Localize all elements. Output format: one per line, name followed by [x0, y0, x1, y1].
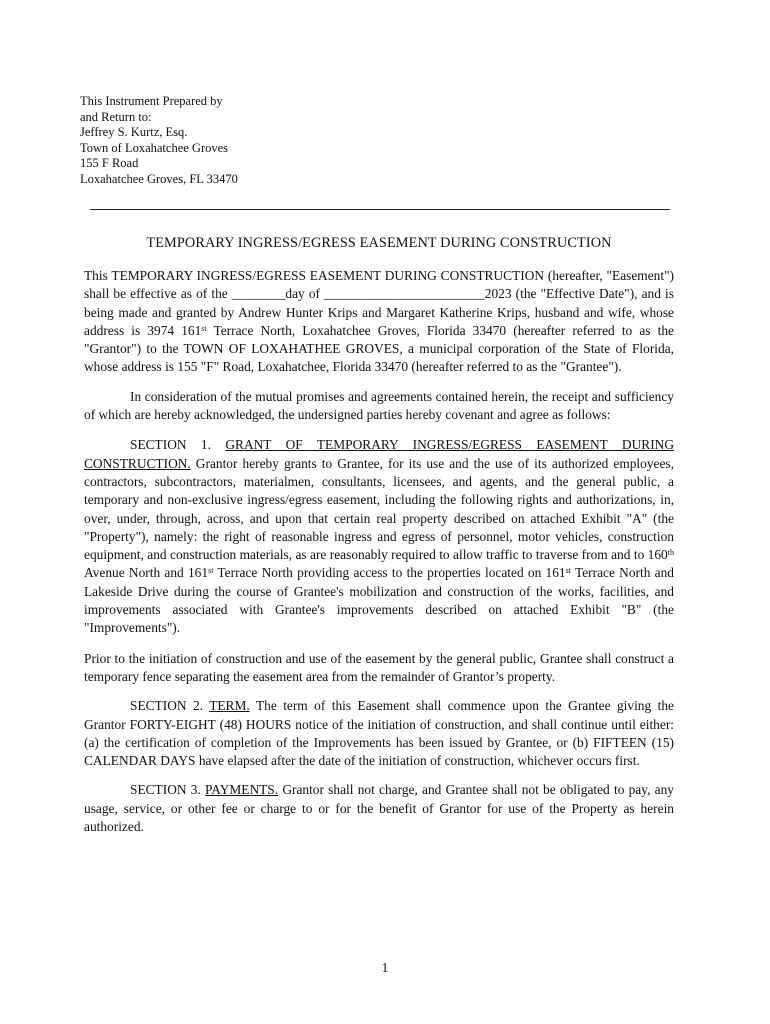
- ordinal-suffix: st: [565, 566, 571, 576]
- section-1-text: Terrace North and Lakeside Drive during the course of Grantee's mobilization and construction of the works, facilities, and improvements associated with Grantee's improvements described on attached Exhibit "B" (the "Improvements").: [84, 565, 674, 636]
- section-2-text: The term of this Easement shall commence upon the Grantee giving the Grantor FORTY-EIGHT (48) HOURS notice of the initiation of construction, and shall continue until either: (a) the certification of completion of the Improvements has been issued by Grantee, or (b) FIFTEEN (15) CALENDAR DAYS have elapsed after the date of the initiation of construction, whichever occurs first.: [84, 698, 674, 769]
- document-body: [84, 267, 674, 836]
- preparer-line: Jeffrey S. Kurtz, Esq.: [80, 125, 188, 140]
- document-title: TEMPORARY INGRESS/EGRESS EASEMENT DURING CONSTRUCTION: [146, 235, 612, 251]
- section-3-lead: SECTION 3.: [130, 782, 206, 798]
- section-2-paragraph: [84, 697, 674, 770]
- intro-paragraph: [84, 267, 674, 377]
- section-1-lead: SECTION 1.: [130, 437, 226, 453]
- ordinal-suffix: st: [201, 323, 207, 333]
- ordinal-suffix: st: [208, 566, 214, 576]
- preparer-line: Loxahatchee Groves, FL 33470: [80, 171, 238, 186]
- consideration-paragraph: In consideration of the mutual promises and agreements contained herein, the receipt and sufficiency of which are hereby acknowledged, the undersigned parties hereby covenant and agree as follows:: [84, 388, 674, 423]
- section-2-heading: TERM.: [209, 698, 250, 714]
- section-3-text: Grantor shall not charge, and Grantee shall not be obligated to pay, any usage, service, or other fee or charge to or for the benefit of Grantor for use of the Property as herein authorized.: [84, 782, 674, 835]
- section-3-heading: PAYMENTS.: [205, 782, 279, 798]
- section-1-text: Terrace North providing access to the properties located on 161: [213, 565, 566, 581]
- page-number: 1: [381, 960, 389, 975]
- preparer-block: [80, 94, 238, 188]
- section-1-heading: GRANT OF TEMPORARY INGRESS/EGRESS EASEMENT DURING CONSTRUCTION.: [84, 437, 675, 471]
- ordinal-suffix: th: [667, 548, 674, 558]
- section-3-paragraph: [84, 781, 674, 836]
- section-1-text: Grantor hereby grants to Grantee, for its use and the use of its authorized employees, contractors, subcontractors, materialmen, consultants, licensees, and agents, and the general public, a temporary and non-exclusive ingress/egress easement, including the following rights and authorizations, in, over, under, through, across, and upon that certain real property described on attached Exhibit "A" (the "Property"), namely: the right of reasonable ingress and egress of personnel, motor vehicles, construction equipment, and construction materials, as are reasonably required to allow traffic to traverse from and to 160: [84, 455, 674, 563]
- preparer-line: Town of Loxahatchee Groves: [80, 140, 229, 155]
- intro-text: Terrace North, Loxahatchee Groves, Florida 33470 (hereafter referred to as the "Grantor") to the TOWN OF LOXAHATHEE GROVES, a municipal corporation of the State of Florida, whose address is 155 "F" Road, Loxahatchee, Florida 33470 (hereafter referred to as the "Grantee").: [84, 322, 674, 375]
- fence-paragraph: Prior to the initiation of construction and use of the easement by the general public, Grantee shall construct a temporary fence separating the easement area from the remainder of Grantor’s property.: [84, 650, 674, 684]
- intro-text: This TEMPORARY INGRESS/EGRESS EASEMENT DURING CONSTRUCTION (hereafter, "Easement") shall be effective as of the ________day of ________________________2023 (the "Effective Date"), and is being made and granted by Andrew Hunter Krips and Margaret Katherine Krips, husband and wife, whose address is 3974 161: [84, 268, 674, 338]
- preparer-line: 155 F Road: [80, 156, 139, 171]
- section-1-paragraph: [84, 436, 674, 637]
- preparer-line: and Return to:: [80, 109, 152, 124]
- section-2-lead: SECTION 2.: [130, 698, 210, 714]
- section-1-text: Avenue North and 161: [84, 565, 209, 581]
- preparer-line: This Instrument Prepared by: [80, 94, 223, 108]
- separator-rule: [90, 209, 670, 210]
